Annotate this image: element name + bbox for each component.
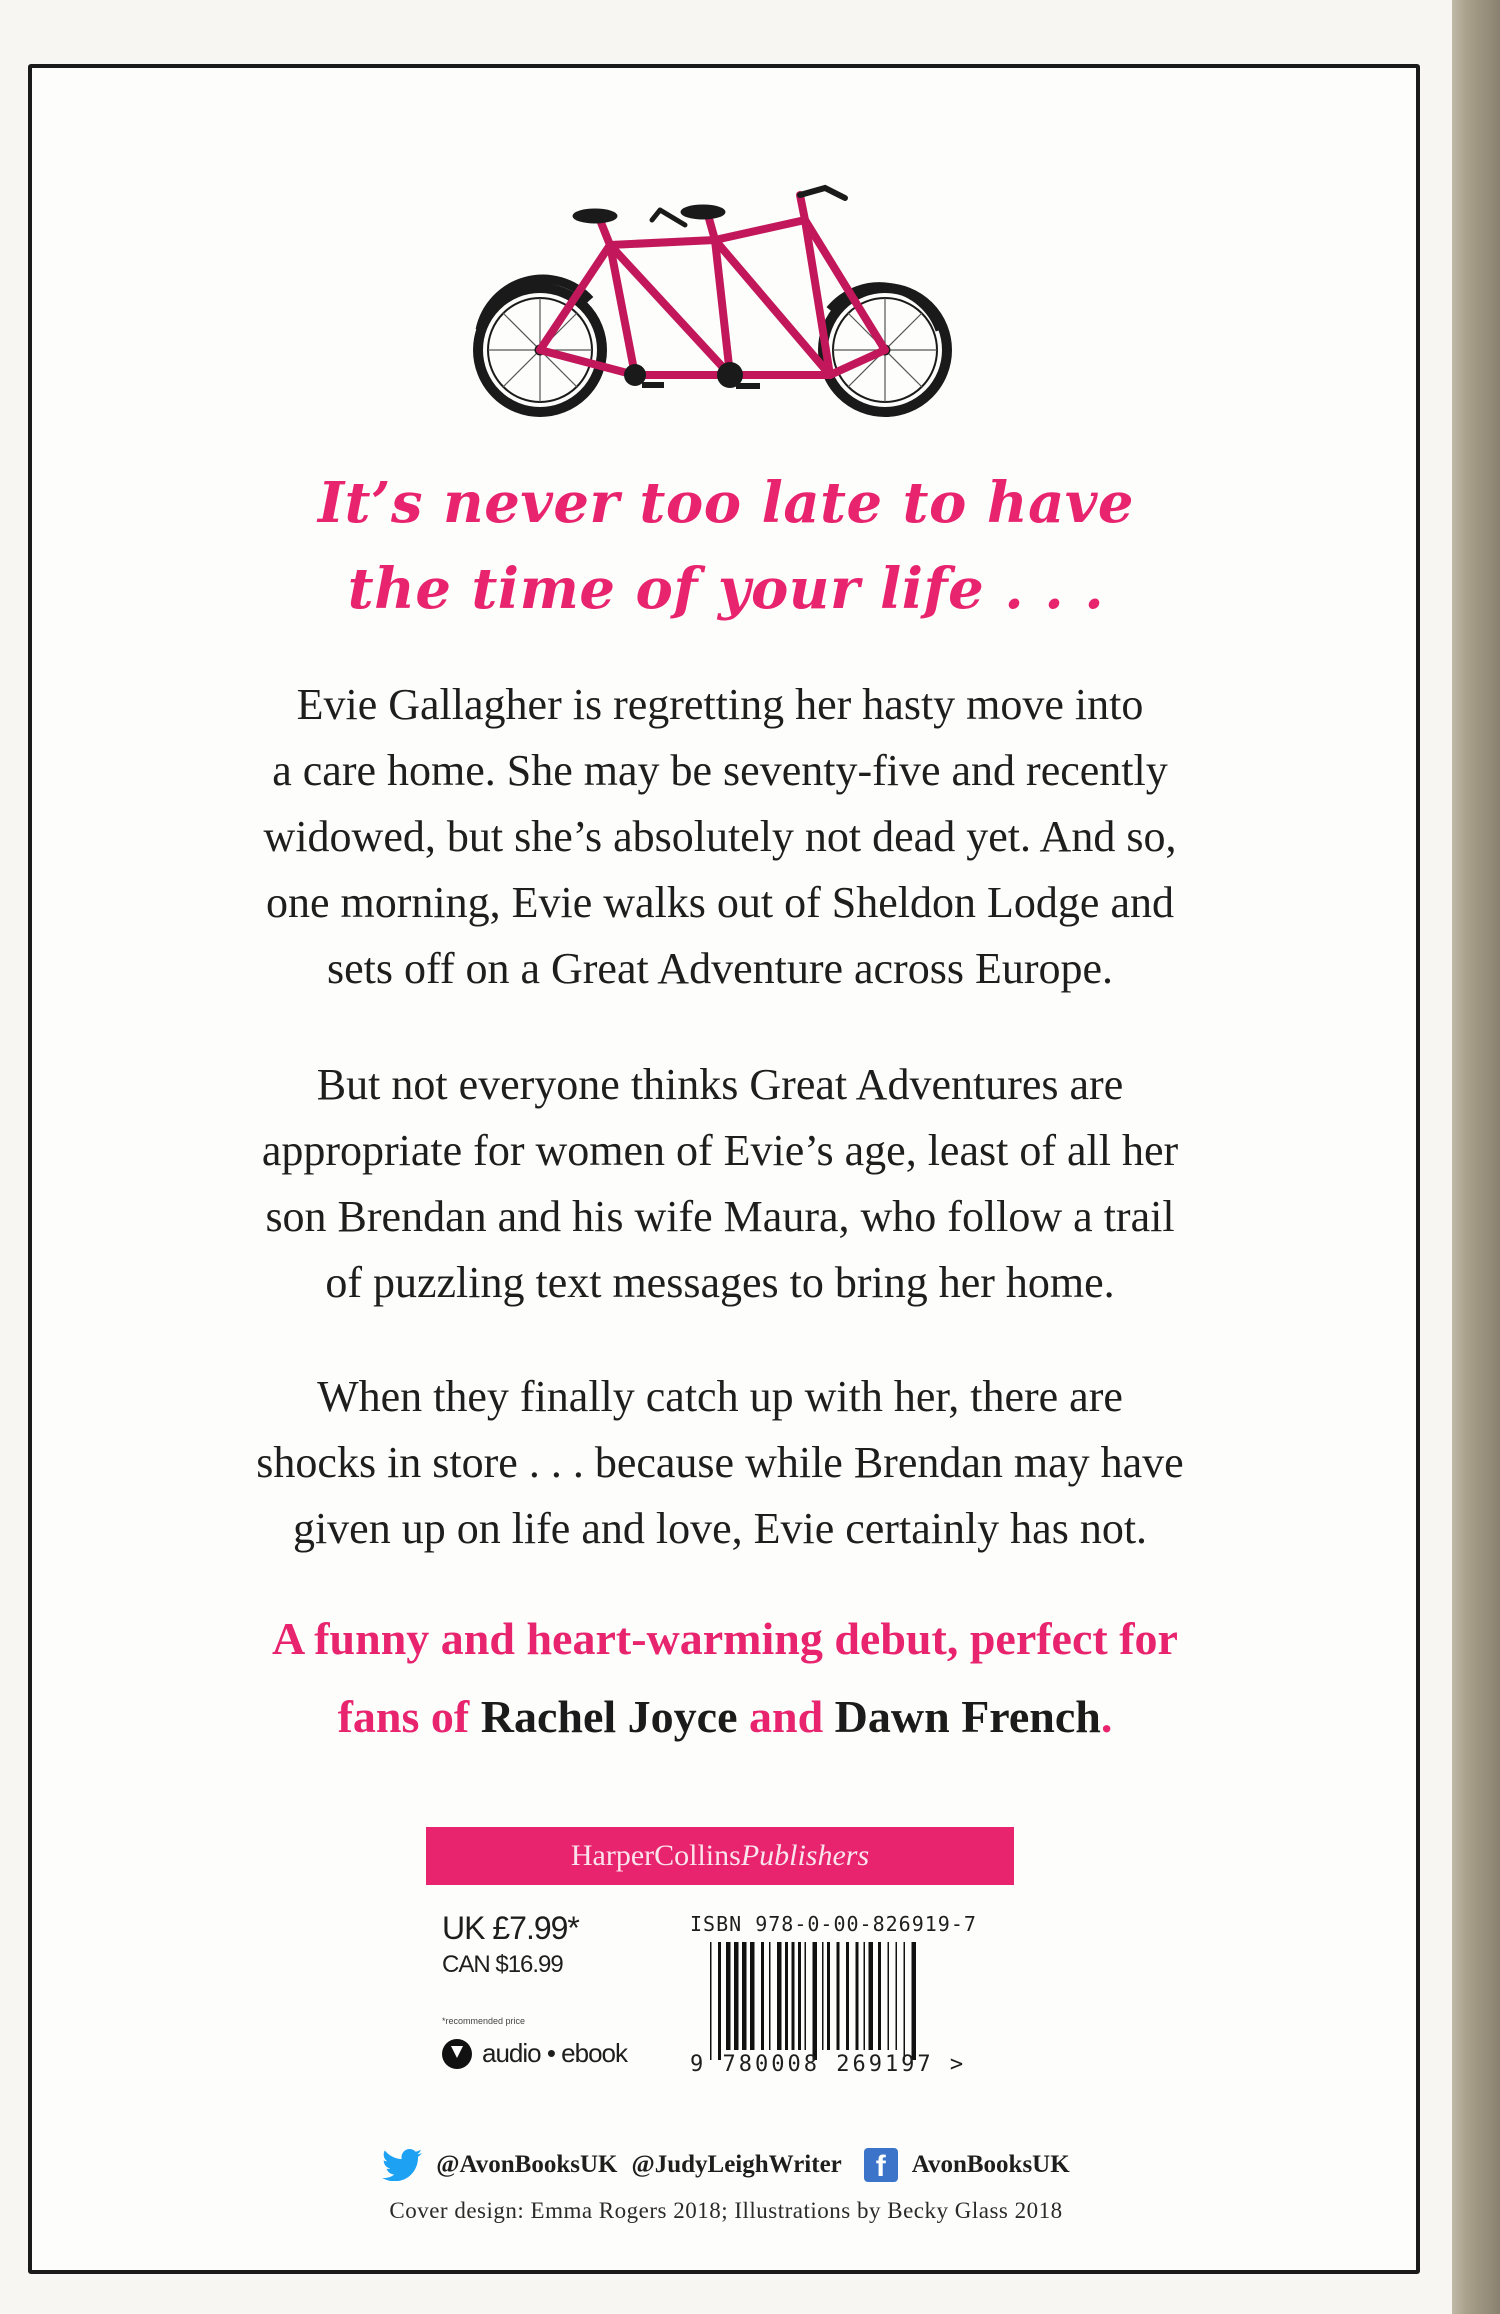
twitter-handle-avon[interactable]: @AvonBooksUK — [436, 2151, 618, 2178]
synopsis-paragraph-1 — [180, 672, 1260, 1002]
price-uk: UK £7.99* — [442, 1910, 579, 1946]
author-dawn-french: Dawn French — [834, 1691, 1101, 1742]
recommended-price-note: *recommended price — [442, 2016, 526, 2026]
barcode-bar — [827, 1942, 830, 2050]
blurb-prefix: fans of — [337, 1691, 481, 1742]
publisher-logo-bar — [426, 1827, 1014, 1885]
barcode-digits: 9 780008 269197 > — [690, 2052, 967, 2077]
barcode-bar — [769, 1942, 771, 2050]
author-rachel-joyce: Rachel Joyce — [480, 1691, 738, 1742]
text-line: widowed, but she’s absolutely not dead yet. And so, — [263, 812, 1177, 861]
review-blurb — [150, 1600, 1300, 1756]
text-line: son Brendan and his wife Maura, who follow a trail — [265, 1192, 1175, 1241]
isbn-barcode — [708, 1942, 970, 2060]
barcode-bar — [888, 1942, 890, 2050]
tagline-line-1: It’s never too late to have — [317, 470, 1135, 536]
barcode-bar — [813, 1942, 818, 2060]
social-links — [0, 2148, 1452, 2182]
text-line: of puzzling text messages to bring her home. — [325, 1258, 1115, 1307]
barcode-bar — [777, 1942, 782, 2050]
facebook-page-avon[interactable]: AvonBooksUK — [911, 2151, 1070, 2178]
text-line: But not everyone thinks Great Adventures are — [316, 1060, 1124, 1109]
barcode-bar — [742, 1942, 747, 2050]
book-spine-edge — [1445, 0, 1500, 2314]
blurb-line-2 — [150, 1678, 1300, 1756]
barcode-bar — [856, 1942, 859, 2050]
barcode-bar — [805, 1942, 807, 2050]
blurb-suffix: . — [1100, 1691, 1113, 1742]
barcode-bar — [726, 1942, 731, 2050]
barcode-bar — [761, 1942, 764, 2050]
facebook-icon: f — [864, 2148, 898, 2182]
blurb-line-1: A funny and heart-warming debut, perfect for — [272, 1613, 1178, 1664]
barcode-bar — [718, 1942, 721, 2060]
formats-line — [442, 2038, 627, 2069]
barcode-bar — [846, 1942, 849, 2050]
barcode-bar — [878, 1942, 881, 2050]
text-line: sets off on a Great Adventure across Europe. — [326, 944, 1114, 993]
download-circle-icon — [442, 2039, 472, 2069]
barcode-bar — [710, 1942, 712, 2060]
isbn-label: ISBN 978-0-00-826919-7 — [690, 1912, 977, 1936]
text-line: a care home. She may be seventy-five and recently — [272, 746, 1168, 795]
formats-text: audio • ebook — [482, 2038, 628, 2068]
barcode-bar — [798, 1942, 801, 2050]
barcode-bar — [837, 1942, 840, 2050]
price-can: CAN $16.99 — [442, 1951, 563, 1978]
barcode-bar — [869, 1942, 874, 2050]
cover-credits: Cover design: Emma Rogers 2018; Illustrations by Becky Glass 2018 — [389, 2198, 1063, 2223]
barcode-bar — [785, 1942, 788, 2050]
tagline-line-2: the time of your life . . . — [347, 556, 1105, 622]
barcode-bar — [734, 1942, 739, 2050]
blurb-middle: and — [737, 1691, 835, 1742]
price-block — [442, 1910, 579, 1979]
tandem-bicycle-icon — [460, 180, 980, 420]
barcode-bar — [912, 1942, 917, 2060]
twitter-bird-icon — [382, 2149, 422, 2181]
text-line: shocks in store . . . because while Brendan may have — [256, 1438, 1184, 1487]
barcode-bar — [792, 1942, 795, 2050]
synopsis-paragraph-3 — [180, 1364, 1260, 1562]
twitter-handle-judy[interactable]: @JudyLeighWriter — [631, 2151, 842, 2178]
text-line: one morning, Evie walks out of Sheldon Lodge and — [266, 878, 1174, 927]
text-line: appropriate for women of Evie’s age, least of all her — [261, 1126, 1179, 1175]
text-line: When they finally catch up with her, there are — [317, 1372, 1123, 1421]
text-line: Evie Gallagher is regretting her hasty move into — [296, 680, 1144, 729]
barcode-bar — [864, 1942, 866, 2050]
publisher-imprint: Publishers — [740, 1839, 870, 1872]
synopsis-paragraph-2 — [180, 1052, 1260, 1316]
barcode-bar — [904, 1942, 906, 2060]
barcode-bar — [822, 1942, 824, 2050]
text-line: given up on life and love, Evie certainly has not. — [292, 1504, 1148, 1553]
publisher-name: HarperCollins — [570, 1839, 741, 1872]
barcode-bar — [750, 1942, 755, 2050]
barcode-bar — [896, 1942, 898, 2050]
